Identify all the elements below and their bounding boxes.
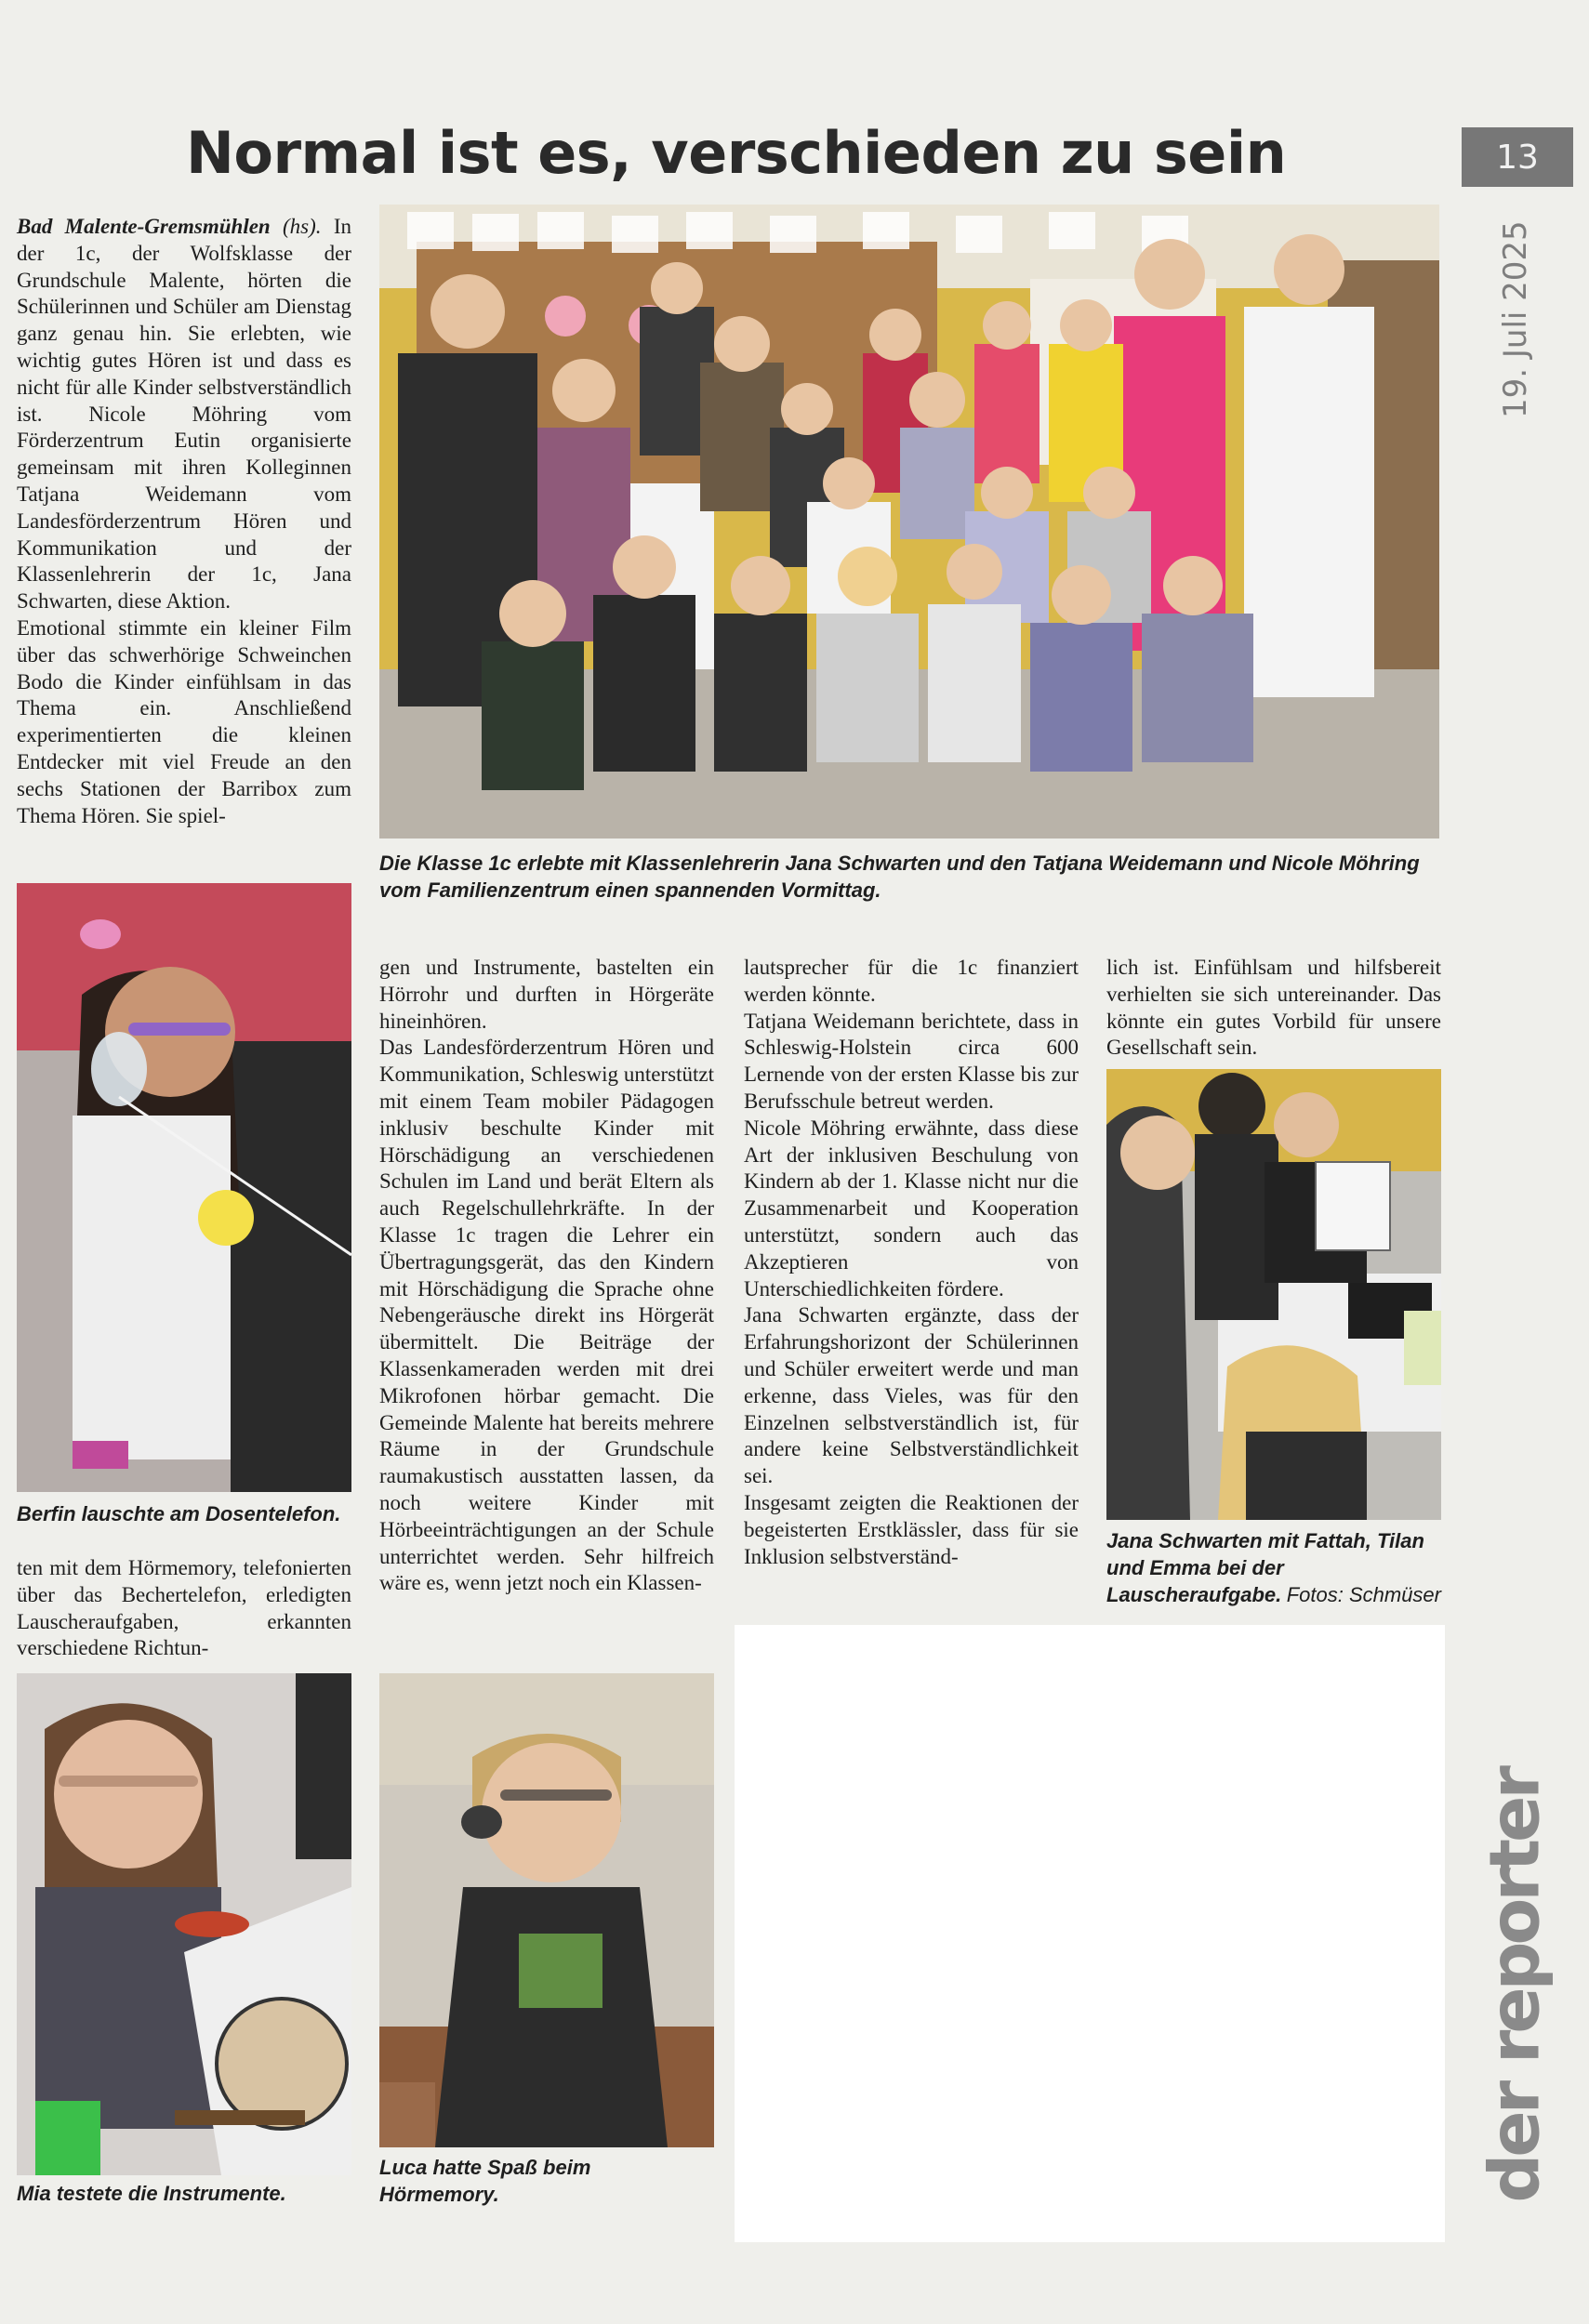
mia-caption: Mia testete die Instrumente. — [17, 2182, 286, 2205]
paragraph-lautsprecher: lautsprecher für die 1c finanziert werden könnte. — [744, 956, 1079, 1006]
article-column-4 — [1106, 955, 1441, 1062]
article-column-1 — [17, 214, 351, 829]
article-column-1-continued: ten mit dem Hörmemory, telefonierten über das Bechertelefon, erledigten Lauscheraufgaben, erkannten verschiedene Richtun- — [17, 1556, 351, 1660]
issue-date: 19. Juli 2025 — [1497, 220, 1534, 418]
article-column-2 — [379, 955, 714, 1597]
dateline: Bad Malente-Gremsmühlen — [17, 215, 271, 238]
paragraph-fazit: Insgesamt zeigten die Reaktionen der begeisterten Erstklässler, dass für sie Inklusion selbstverständ- — [744, 1490, 1079, 1568]
author-initials: (hs). — [283, 215, 322, 238]
berfin-photo — [17, 883, 351, 1492]
newspaper-logo: der reporter — [1475, 1769, 1556, 2203]
paragraph-intro: In der 1c, der Wolfsklasse der Grundschule Malente, hörten die Schülerinnen und Schüler am Dienstag ganz genau hin. Sie erlebten, wie wichtig gutes Hören ist und dass es nicht für alle Kinder selbstverständlich ist. Nicole Möhring vom Förderzentrum Eutin organisierte gemeinsam mit ihren Kolleginnen Tatjana Weidemann vom Landesförderzentrum Hören und Kommunikation und der Klassenlehrerin der 1c, Jana Schwarten, diese Aktion. — [17, 215, 352, 614]
photo-credit: Fotos: Schmüser — [1286, 1583, 1441, 1606]
lauscheraufgabe-caption — [1106, 1527, 1441, 1608]
paragraph-film: Emotional stimmte ein kleiner Film über das schwerhörige Schweinchen Bodo die Kinder einfühlsam in das Thema ein. Anschließend experimentierten die kleinen Entdecker mit viel Freude an den sechs Stationen der Barribox zum Thema Hören. Sie spiel- — [17, 615, 351, 827]
main-photo-caption: Die Klasse 1c erlebte mit Klassenlehrerin Jana Schwarten und den Tatjana Weidemann und Nicole Möhring vom Familienzentrum einen spannenden Vormittag. — [379, 852, 1420, 902]
article-headline: Normal ist es, verschieden zu sein — [186, 119, 1287, 187]
paragraph-schwarten: Jana Schwarten ergänzte, dass der Erfahrungshorizont der Schülerinnen und Schüler erweitert werde und man erkenne, dass Vieles, was für den Einzelnen selbstverständlich ist, für andere keine Selbstverständlichkeit sei. — [744, 1303, 1079, 1488]
paragraph-landesfoerderzentrum: Das Landesförderzentrum Hören und Kommunikation, Schleswig unterstützt mit einem Team mobiler Pädagogen inklusiv beschulte Kinder mit Hörschädigung an verschiedenen Schulen im Land und berät Eltern als auch Regelschullehrkräfte. In der Klasse 1c tragen die Lehrer ein Übertragungsgerät, das den Kindern mit Hörschädigung die Sprache ohne Nebengeräusche direkt ins Hörgerät übermittelt. Die Beiträge der Klassenkameraden werden mit drei Mikrofonen hörbar gemacht. Die Gemeinde Malente hat bereits mehrere Räume in der Grundschule raumakustisch ausstatten lassen, da noch weitere Kinder mit Hörbeeinträchtigungen an der Schule unterrichtet werden. Sehr hilfreich wäre es, wenn jetzt noch ein Klassen- — [379, 1036, 714, 1595]
luca-caption: Luca hatte Spaß beim Hörmemory. — [379, 2156, 591, 2206]
paragraph-stations: gen und Instrumente, bastelten ein Hörrohr und durften in Hörgeräte hineinhören. — [379, 956, 714, 1033]
blank-ad-space — [735, 1625, 1445, 2242]
page-number: 13 — [1462, 127, 1573, 187]
class-group-photo — [379, 205, 1439, 838]
lauscheraufgabe-caption-text: Jana Schwarten mit Fattah, Tilan und Emma bei der Lauscheraufgabe. — [1106, 1529, 1424, 1606]
mia-photo — [17, 1673, 351, 2175]
lauscheraufgabe-photo — [1106, 1069, 1441, 1520]
paragraph-moehring: Nicole Möhring erwähnte, dass diese Art der inklusiven Beschulung von Kindern ab der 1. Klasse nicht nur die Zusammenarbeit und Kooperation unterstützt, sondern auch das Akzeptieren von Unterschiedlichkeiten fördere. — [744, 1116, 1079, 1301]
berfin-caption: Berfin lauschte am Dosentelefon. — [17, 1502, 341, 1525]
paragraph-vorbild: lich ist. Einfühlsam und hilfsbereit verhielten sie sich untereinander. Das könnte ein gutes Vorbild für unsere Gesellschaft sein. — [1106, 956, 1441, 1060]
article-column-3 — [744, 955, 1079, 1570]
luca-photo — [379, 1673, 714, 2147]
paragraph-weidemann: Tatjana Weidemann berichtete, dass in Schleswig-Holstein circa 600 Lernende von der ersten Klasse bis zur Berufsschule betreut werden. — [744, 1009, 1079, 1113]
